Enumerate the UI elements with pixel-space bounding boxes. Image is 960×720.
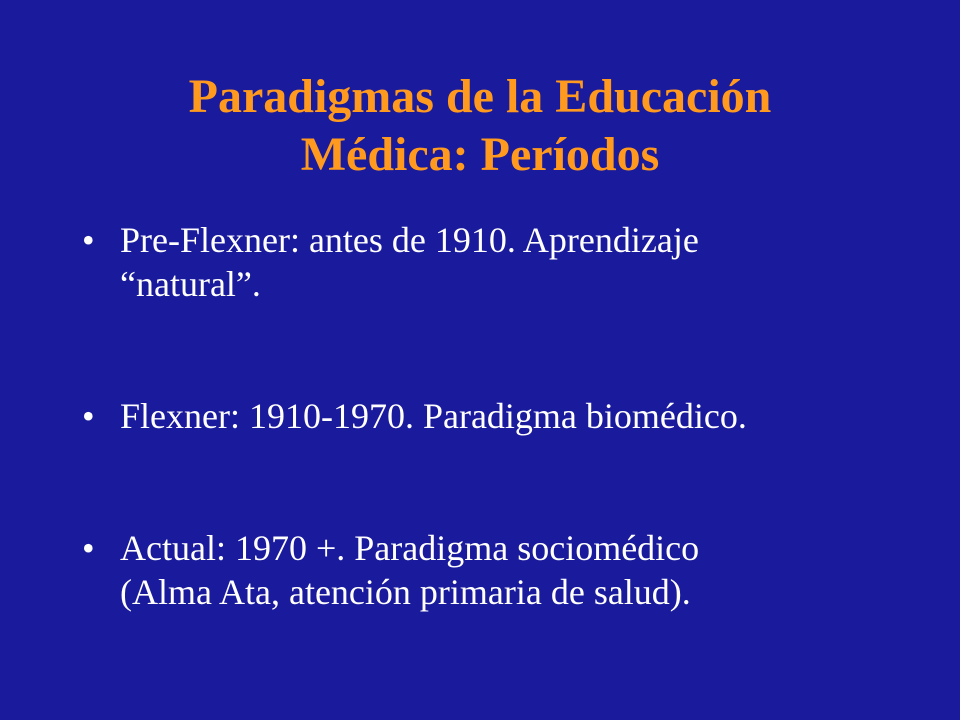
bullet-text-line: Pre-Flexner: antes de 1910. Aprendizaje [120, 220, 699, 260]
bullet-item-flexner [82, 394, 912, 438]
bullet-text-line: Actual: 1970 +. Paradigma sociomédico [120, 528, 700, 568]
bullet-list [82, 218, 912, 614]
bullet-text-line: (Alma Ata, atención primaria de salud). [120, 572, 691, 612]
bullet-dot-icon: • [82, 396, 95, 436]
bullet-item-pre-flexner [82, 218, 912, 306]
bullet-dot-icon: • [82, 528, 95, 568]
bullet-item-actual [82, 526, 912, 614]
slide-title [60, 68, 900, 184]
bullet-text-line: “natural”. [120, 264, 261, 304]
bullet-text-line: Flexner: 1910-1970. Paradigma biomédico. [120, 396, 747, 436]
bullet-dot-icon: • [82, 220, 95, 260]
slide-title-line-2: Médica: Períodos [300, 128, 660, 181]
slide-title-line-1: Paradigmas de la Educación [188, 70, 772, 123]
